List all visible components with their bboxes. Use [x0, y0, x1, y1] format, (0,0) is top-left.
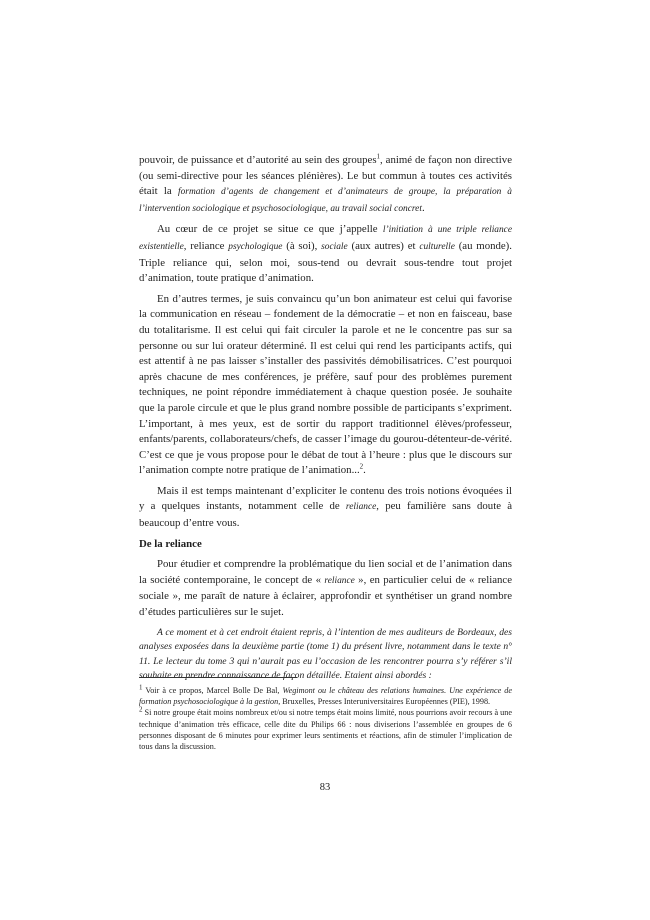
footnote-ref-2[interactable]: 2 [359, 462, 364, 471]
paragraph-3 [139, 292, 512, 479]
text-run: , Bruxelles, Presses Interuniversitaires Européennes (PIE), 1998. [278, 697, 491, 707]
italic-run: culturelle [419, 241, 455, 252]
text-run: Pour étudier et comprendre la problématique du lien social et de l’animation dans la société contemporaine, le concept de « [139, 558, 512, 586]
italic-run: formation d’agents de changement et d’animateurs de groupe, la préparation à l’intervention sociologique et psychosociologique, au travail social concret [139, 187, 512, 214]
text-run: Si notre groupe était moins nombreux et/ou si notre temps était moins limité, nous pourrions avoir recours à une technique d’animation très efficace, celle dite du Philips 66 : nous diviserions l’assemblée en groupes de 6 personnes disposant de 6 minutes pour exprimer leurs sentiments et réactions, afin de stimuler l’implication de tous dans la discussion. [139, 708, 512, 752]
text-run: (au monde). Triple reliance qui, selon moi, sous-tend ou devrait sous-tendre tout projet d’animation, toute pratique d’animation. [139, 239, 512, 285]
text-run: , reliance [183, 239, 229, 252]
footnote-number: 2 [139, 705, 143, 714]
footnote-1 [139, 685, 512, 707]
footnote-2 [139, 707, 512, 752]
italic-run: psychologique [228, 241, 283, 252]
paragraph-4 [139, 484, 512, 532]
italic-run: Wegimont ou le château des relations humaines. Une expérience de formation psychosociologique à la gestion [139, 686, 512, 707]
footnotes [139, 677, 512, 752]
paragraph-1 [139, 153, 512, 217]
text-run: . [421, 201, 425, 214]
text-run: , peu familière sans doute à beaucoup d’entre vous. [139, 500, 512, 530]
text-run: En d’autres termes, je suis convaincu qu’un bon animateur est celui qui favorise la communication en réseau – fondement de la démocratie – et non en faisceau, base du totalitarisme. Il est celui qui fait circuler la parole et ne le concentre pas sur sa personne ou sur lui orateur déterminé. Il est celui qui rend les participants actifs, qui est attentif à ne pas laisser s’installer des passivités démobilisatrices. C’est pourquoi après chacune de mes conférences, je préfère, sauf pour des problèmes purement techniques, ne point répondre immédiatement à chaque question posée. Je souhaite que la parole circule et que le plus grand nombre possible de participants s’expriment. L’important, à mes yeux, est de sortir du rapport traditionnel élèves/professeur, enfants/parents, collaborateurs/chefs, de casser l’image du gourou-détenteur-de-vérité. C’est ce que je vous propose pour le débat de tout à l’heure : plus que le discours sur l’animation compte notre pratique de l’animation... [139, 292, 513, 477]
text-run: Voir à ce propos, Marcel Bolle De Bal, [142, 686, 283, 695]
footnote-number: 1 [139, 683, 143, 692]
text-run: . [363, 464, 366, 477]
page-number: 83 [319, 782, 331, 793]
text-run: », en particulier celui de « reliance sociale », me paraît de nature à éclairer, approfondir et synthétiser un grand nombre d’études particulières sur le sujet. [139, 573, 512, 619]
section-heading: De la reliance [139, 537, 202, 550]
italic-note-paragraph: A ce moment et à cet endroit étaient repris, à l’intention de mes auditeurs de Bordeaux, des analyses exposées dans la deuxième partie (tome 1) du présent livre, notamment dans le texte n° 11. Le lecteur du tome 3 qui n’aurait pas eu l’occasion de les rencontrer pourra s’y référer s’il souhaite en prendre connaissance de façon détaillée. Etaient ainsi abordés : [139, 626, 512, 682]
italic-run: reliance [345, 502, 377, 513]
footnote-divider [139, 677, 297, 678]
text-run: (aux autres) et [347, 239, 420, 252]
footnote-ref-1[interactable]: 1 [376, 152, 381, 161]
italic-run: l’initiation à une triple reliance existentielle [139, 225, 513, 252]
text-run: Mais il est temps maintenant d’expliciter le contenu des trois notions évoquées il y a quelques instants, notamment celle de [139, 484, 512, 513]
text-run: (à soi), [282, 239, 322, 252]
text-run: Au cœur de ce projet se situe ce que j’appelle [157, 223, 383, 236]
paragraph-5 [139, 557, 512, 620]
text-run: , animé de façon non directive (ou semi-directive pour les séances plénières). Le but commun à toutes ces activités était la [139, 154, 512, 198]
italic-run: reliance [324, 575, 355, 586]
italic-run: sociale [321, 241, 348, 252]
text-run: pouvoir, de puissance et d’autorité au sein des groupes [139, 154, 377, 166]
paragraph-2 [139, 222, 512, 286]
